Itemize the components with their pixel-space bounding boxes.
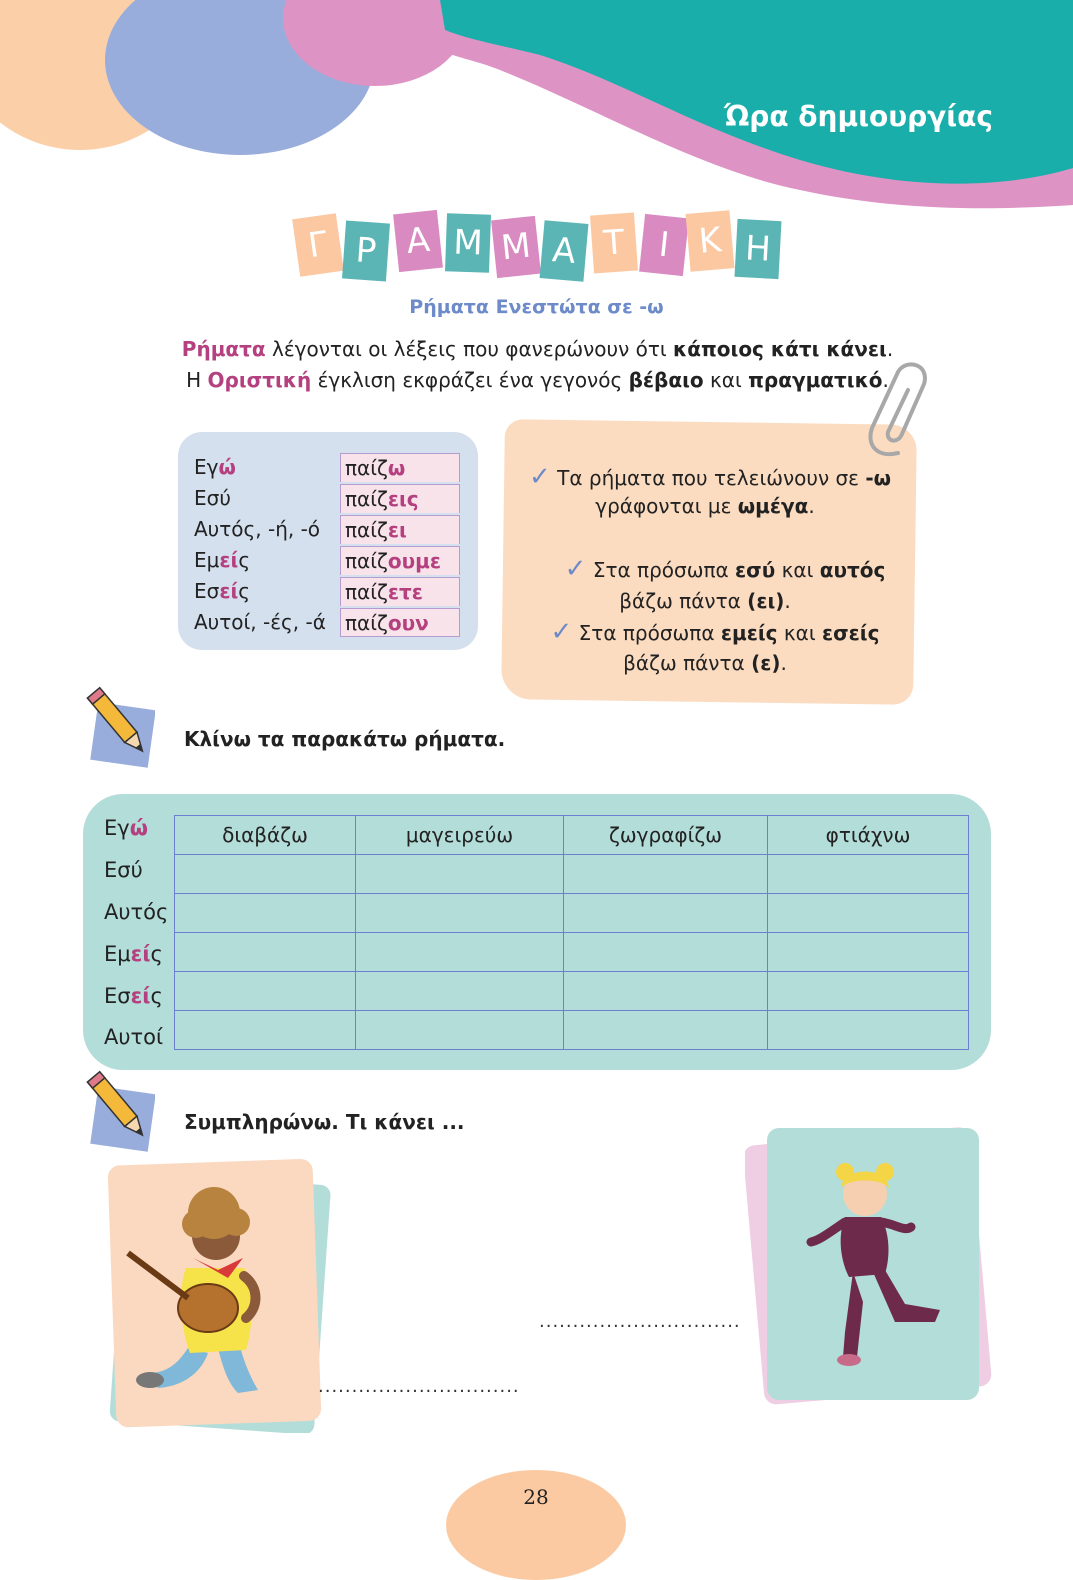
- conjugation-grid: [174, 815, 969, 1050]
- answer-cell[interactable]: [768, 855, 969, 894]
- conjugation-form: παίζουμε: [340, 546, 460, 575]
- answer-cell[interactable]: [356, 1011, 564, 1050]
- page-number: 28: [523, 1485, 549, 1509]
- answer-cell[interactable]: [175, 855, 356, 894]
- conjugation-box: [178, 432, 478, 650]
- table-row: [175, 855, 969, 894]
- title-letter: Κ: [686, 210, 735, 272]
- conjugation-form: παίζετε: [340, 577, 460, 606]
- table-row: [175, 1011, 969, 1050]
- rule-3b: βάζω πάντα (ε).: [623, 651, 787, 675]
- answer-cell[interactable]: [356, 933, 564, 972]
- verb-header: μαγειρεύω: [356, 816, 564, 855]
- verb-header: διαβάζω: [175, 816, 356, 855]
- answer-cell[interactable]: [175, 972, 356, 1011]
- conjugation-form: παίζει: [340, 515, 460, 544]
- table-row: [175, 933, 969, 972]
- conjugation-form: παίζω: [340, 453, 460, 482]
- conjugation-pronoun: Εμείς: [194, 548, 251, 572]
- rule-2: ✓ Στα πρόσωπα εσύ και αυτός: [564, 554, 886, 584]
- section-label: Ώρα δημιουργίας: [724, 100, 993, 133]
- pronoun-label: Εγώ: [104, 816, 148, 840]
- conjugation-form: παίζεις: [340, 484, 460, 513]
- check-icon: ✓: [564, 554, 587, 584]
- rule-1b: γράφονται με ωμέγα.: [595, 494, 815, 518]
- table-row: [175, 972, 969, 1011]
- table-row: [175, 894, 969, 933]
- answer-cell[interactable]: [768, 1011, 969, 1050]
- conjugation-pronoun: Αυτοί, -ές, -ά: [194, 610, 326, 634]
- pronoun-label: Εσύ: [104, 858, 143, 882]
- check-icon: ✓: [528, 462, 551, 492]
- pronoun-label: Αυτός: [104, 900, 169, 924]
- title-letter: Ρ: [342, 221, 390, 282]
- title-letter: Α: [540, 220, 589, 282]
- table-row: [175, 816, 969, 855]
- paperclip-icon: [858, 358, 938, 463]
- title-letter: Τ: [590, 213, 638, 274]
- rule-2b: βάζω πάντα (ει).: [619, 589, 791, 613]
- boy-playing-instrument-picture: [98, 1158, 338, 1433]
- exercise2-instruction: Συμπληρώνω. Τι κάνει ...: [184, 1110, 465, 1134]
- answer-cell[interactable]: [175, 894, 356, 933]
- answer-cell[interactable]: [356, 855, 564, 894]
- title-letter: Μ: [491, 216, 541, 278]
- answer-cell[interactable]: [768, 972, 969, 1011]
- answer-cell[interactable]: [564, 972, 768, 1011]
- intro-line-1: Ρήματα λέγονται οι λέξεις που φανερώνουν ότι κάποιος κάτι κάνει.: [181, 337, 894, 361]
- intro-line-2: Η Οριστική έγκλιση εκφράζει ένα γεγονός βέβαιο και πραγματικό.: [186, 368, 889, 392]
- conjugation-pronoun: Εσείς: [194, 579, 250, 603]
- answer-cell[interactable]: [564, 1011, 768, 1050]
- answer-cell[interactable]: [564, 855, 768, 894]
- answer-cell[interactable]: [356, 894, 564, 933]
- conjugation-pronoun: Εγώ: [194, 455, 236, 479]
- conjugation-pronoun: Εσύ: [194, 486, 231, 510]
- rule-1: ✓ Τα ρήματα που τελειώνουν σε -ω: [528, 462, 892, 492]
- answer-cell[interactable]: [564, 894, 768, 933]
- pencil-icon: [80, 682, 155, 770]
- subtitle: Ρήματα Ενεστώτα σε -ω: [409, 296, 664, 318]
- pronoun-label: Αυτοί: [104, 1025, 164, 1049]
- conjugation-form: παίζουν: [340, 608, 460, 637]
- conjugation-pronoun: Αυτός, -ή, -ό: [194, 517, 321, 541]
- pencil-icon: [80, 1066, 155, 1154]
- title-letters: [296, 208, 786, 283]
- title-letter: Η: [735, 219, 782, 279]
- pronoun-label: Εμείς: [104, 942, 163, 966]
- answer-blank-2[interactable]: ..............................: [539, 1311, 741, 1332]
- answer-cell[interactable]: [768, 933, 969, 972]
- verb-header: φτιάχνω: [768, 816, 969, 855]
- answer-cell[interactable]: [356, 972, 564, 1011]
- verb-header: ζωγραφίζω: [564, 816, 768, 855]
- title-letter: Ι: [639, 214, 689, 276]
- pronoun-label: Εσείς: [104, 984, 163, 1008]
- answer-cell[interactable]: [768, 894, 969, 933]
- title-letter: Α: [393, 210, 443, 272]
- answer-blank-1[interactable]: ..............................: [318, 1376, 520, 1397]
- check-icon: ✓: [550, 617, 573, 647]
- answer-cell[interactable]: [175, 933, 356, 972]
- title-letter: Γ: [292, 213, 344, 277]
- rule-3: ✓ Στα πρόσωπα εμείς και εσείς: [550, 617, 880, 647]
- answer-cell[interactable]: [175, 1011, 356, 1050]
- title-letter: Μ: [445, 213, 491, 273]
- exercise1-instruction: Κλίνω τα παρακάτω ρήματα.: [184, 727, 506, 751]
- girl-dancing-picture: [745, 1122, 995, 1407]
- answer-cell[interactable]: [564, 933, 768, 972]
